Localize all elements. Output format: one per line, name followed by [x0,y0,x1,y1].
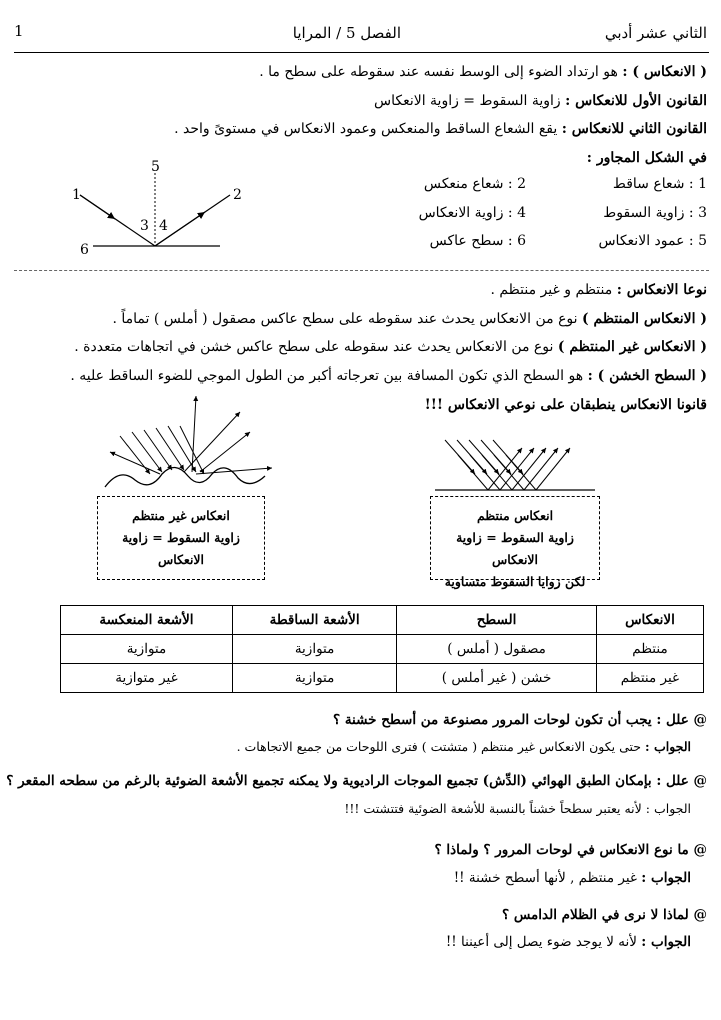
table-cell: متوازية [232,635,396,664]
legend-title: في الشكل المجاور : [586,150,707,166]
table-cell: مصقول ( أملس ) [397,635,597,664]
second-law-term: القانون الثاني للانعكاس : [561,121,707,137]
second-law-def: يقع الشعاع الساقط والمنعكس وعمود الانعكاس في مستوىً واحد . [174,121,558,137]
table-cell: خشن ( غير أملس ) [397,664,597,693]
irregular-reflection-box [97,496,265,580]
types-line [490,282,707,298]
reflection-diagram [60,155,260,260]
legend-label: : عمود الانعكاس [598,233,694,249]
legend-item-5 [582,233,707,249]
label-6: 6 [80,242,89,258]
box-line: زاوية السقوط = زاوية [122,530,240,545]
answer-2 [344,801,691,816]
legend-label: : شعاع منعكس [423,176,513,192]
rough-line [70,368,707,384]
comparison-table [60,605,704,693]
rough-term: ( السطح الخشن ) : [587,368,707,384]
table-header: السطح [397,606,597,635]
box-line: زاوية السقوط = زاوية الانعكاس [456,530,574,567]
legend-num: 6 [517,233,526,249]
answer-text: لأنه لا يوجد ضوء يصل إلى أعيننا !! [445,934,637,950]
answer-text: حتى يكون الانعكاس غير منتظم ( متشتت ) فترى اللوحات من جميع الاتجاهات . [236,739,641,754]
label-4: 4 [159,218,168,234]
label-1: 1 [72,187,81,203]
answer-3 [454,870,691,886]
box-line: الانعكاس [157,552,205,567]
legend-num: 1 [698,176,707,192]
types-term: نوعا الانعكاس : [616,282,707,298]
answer-label: الجواب : [641,934,691,950]
grade-title: الثاني عشر أدبي [604,24,707,42]
chapter-title: الفصل 5 / المرايا [292,24,401,42]
box-line: لكن زوايا السقوط متساوية [444,574,586,589]
section-divider [14,270,709,271]
definition-first-law [374,93,707,109]
question-3: @ ما نوع الانعكاس في لوحات المرور ؟ ولماذا ؟ [434,842,707,858]
legend-item-2 [401,176,526,192]
legend-item-4 [401,205,526,221]
table-header: الأشعة الساقطة [232,606,396,635]
irregular-term: ( الانعكاس غير المنتظم ) [557,339,707,355]
legend-label: : زاوية السقوط [603,205,694,221]
table-header: الأشعة المنعكسة [61,606,233,635]
answer-4 [446,934,691,950]
legend-num: 3 [698,205,707,221]
question-4: @ لماذا لا نرى في الظلام الدامس ؟ [501,907,707,923]
answer-label: الجواب : [644,739,691,754]
types-def: منتظم و غير منتظم . [490,282,613,298]
question-1: @ علل : يجب أن تكون لوحات المرور مصنوعة من أسطح خشنة ؟ [332,712,707,728]
table-row [61,635,704,664]
legend-num: 5 [698,233,707,249]
table-cell: غير متوازية [61,664,233,693]
irregular-line [74,339,707,355]
regular-def: نوع من الانعكاس يحدث عند سقوطه على سطح عاكس مصقول ( أملس ) تماماً . [112,311,578,327]
legend-label: : زاوية الانعكاس [418,205,513,221]
regular-reflection-box [430,496,600,589]
rough-def: هو السطح الذي تكون المسافة بين تعرجاته أكبر من الطول الموجي للضوء الساقط عليه . [70,368,584,384]
answer-text: غير منتظم , لأنها أسطح خشنة !! [453,870,637,886]
question-2: @ علل : بإمكان الطبق الهوائي (الدِّش) تجميع الموجات الراديوية ولا يمكنه تجميع الأشعة الضوئية بالرغم من سطحه المقعر ؟ [6,773,707,789]
header-rule [14,52,709,53]
table-cell: متوازية [232,664,396,693]
answer-label: الجواب : [641,870,691,886]
box-line: انعكاس غير منتظم [132,508,230,523]
legend-item-3 [582,205,707,221]
incident-arrow [80,195,115,219]
table-cell: غير منتظم [596,664,703,693]
legend-item-1 [582,176,707,192]
legend-label: : سطح عاكس [429,233,513,249]
page-number: 1 [14,22,24,40]
legend-num: 4 [517,205,526,221]
answer-1 [237,739,691,754]
legend-item-6 [401,233,526,249]
table-header: الانعكاس [596,606,703,635]
label-5: 5 [151,159,160,175]
legend-num: 2 [517,176,526,192]
first-law-term: القانون الأول للانعكاس : [565,93,707,109]
label-3: 3 [140,218,149,234]
first-law-def: زاوية السقوط = زاوية الانعكاس [373,93,561,109]
definition-reflection [259,64,707,80]
table-header-row [61,606,704,635]
table-cell: منتظم [596,635,703,664]
definition-second-law [174,121,707,137]
irregular-def: نوع من الانعكاس يحدث عند سقوطه على سطح عاكس خشن في اتجاهات متعددة . [74,339,554,355]
reflection-def: هو ارتداد الضوء إلى الوسط نفسه عند سقوطه على سطح ما . [259,64,618,80]
reflection-term: ( الانعكاس ) : [622,64,707,80]
regular-line [112,311,707,327]
legend-label: : شعاع ساقط [612,176,694,192]
answer-text: لأنه يعتبر سطحاً خشناً بالنسبة للأشعة الضوئية فتتشتت !!! [344,801,642,816]
label-2: 2 [233,187,242,203]
regular-reflection-diagram [430,420,600,495]
answer-label: الجواب : [645,801,691,816]
irregular-reflection-diagram [100,392,290,492]
box-line: انعكاس منتظم [476,508,554,523]
table-cell: متوازية [61,635,233,664]
regular-term: ( الانعكاس المنتظم ) [582,311,707,327]
law-note: قانونا الانعكاس ينطبقان على نوعي الانعكاس !!! [424,397,707,413]
table-row [61,664,704,693]
